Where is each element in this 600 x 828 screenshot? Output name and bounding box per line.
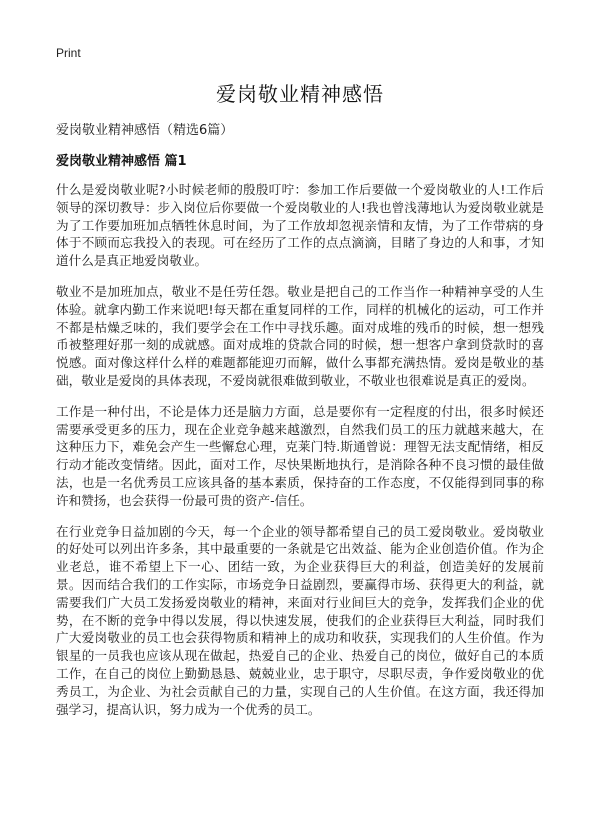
paragraph: 在行业竞争日益加剧的今天，每一个企业的领导都希望自己的员工爱岗敬业。爱岗敬业的好处可以列出许多条，其中最重要的一条就是它出效益、能为企业创造价值。作为企业老总，谁不希望上下一心、团结一致，为企业获得巨大的利益，创造美好的发展前景。因而结合我们的工作实际，市场竞争日益剧烈，要赢得市场、获得更大的利益，就需要我们广大员工发扬爱岗敬业的精神，来面对行业间巨大的竞争，发挥我们企业的优势，在不断的竞争中得以发展，得以快速发展，使我们的企业获得巨大利益，同时我们广大爱岗敬业的员工也会获得物质和精神上的成功和收获，实现我们的人生价值。作为银星的一员我也应该从现在做起，热爱自己的企业、热爱自己的岗位，做好自己的本质工作，在自己的岗位上勤勤恳恳、兢兢业业，忠于职守，尽职尽责，争作爱岗敬业的优秀员工，为企业、为社会贡献自己的力量，实现自己的人生价值。在这方面，我还得加强学习，提高认识，努力成为一个优秀的员工。	[56, 523, 544, 717]
print-link[interactable]: Print	[56, 46, 81, 60]
document-subtitle: 爱岗敬业精神感悟（精选6篇）	[56, 123, 234, 138]
paragraph: 敬业不是加班加点，敬业不是任劳任怨。敬业是把自己的工作当作一种精神享受的人生体验。就拿内勤工作来说吧!每天都在重复同样的工作，同样的机械化的运动，可工作并不都是枯燥乏味的，我们要学会在工作中寻找乐趣。面对成堆的残币的时候，想一想残币被整理好那一刻的成就感。面对成堆的贷款合同的时候，想一想客户拿到贷款时的喜悦感。面对像这样什么样的难题都能迎刃而解，做什么事都充满热情。爱岗是敬业的基础，敬业是爱岗的具体表现，不爱岗就很难做到敬业，不敬业也很难说是真正的爱岗。	[56, 283, 544, 388]
paragraph: 工作是一种付出，不论是体力还是脑力方面，总是要你有一定程度的付出，很多时候还需要承受更多的压力，现在企业竞争越来越激烈，自然我们员工的压力就越来越大，在这种压力下，难免会产生一些懈怠心理，克莱门特.斯通曾说：理智无法支配情绪，相反行动才能改变情绪。因此，面对工作，尽快果断地执行，是消除各种不良习惯的最佳做法，也是一名优秀员工应该具备的基本素质，保持奋的工作态度，不仅能得到同事的称许和赞扬，也会获得一份最可贵的资产-信任。	[56, 403, 544, 508]
section-heading: 爱岗敬业精神感悟 篇1	[56, 154, 187, 169]
page-title: 爱岗敬业精神感悟	[216, 82, 384, 106]
paragraph: 什么是爱岗敬业呢?小时候老师的殷殷叮咛：参加工作后要做一个爱岗敬业的人!工作后领导的深切教导：步入岗位后你要做一个爱岗敬业的人!我也曾浅薄地认为爱岗敬业就是为了工作要加班加点牺牲休息时间，为了工作放却忽视亲情和友情，为了工作带病的身体于不顾而忘我投入的表现。可在经历了工作的点点滴滴，目睹了身边的人和事，才知道什么是真正地爱岗敬业。	[56, 182, 544, 269]
article-body	[56, 181, 544, 731]
